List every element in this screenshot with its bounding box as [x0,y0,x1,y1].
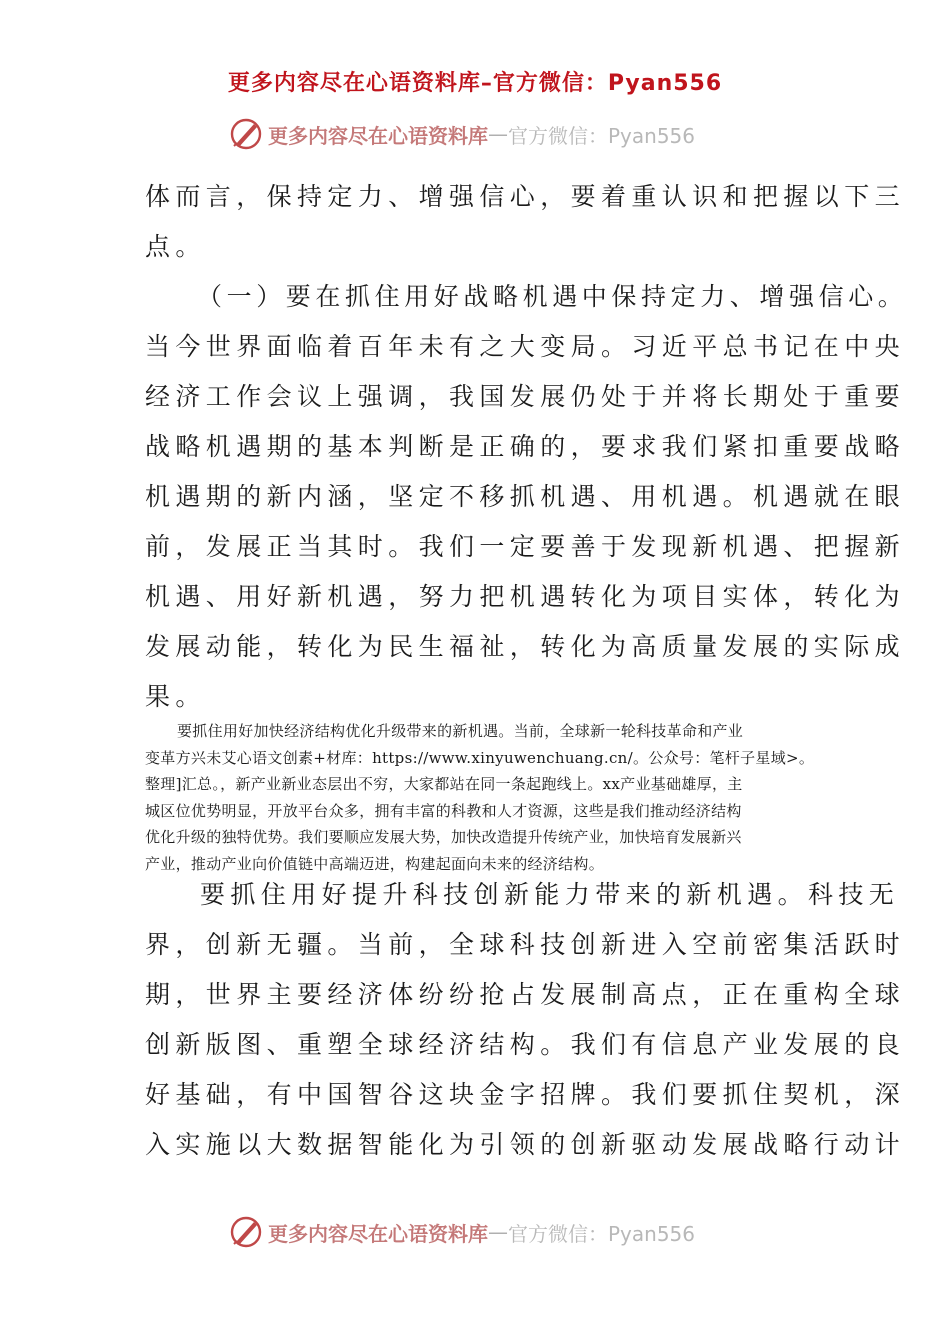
watermark-brand: 更多内容尽在心语资料库 [268,1221,488,1246]
text-line: 界，创新无疆。当前，全球科技创新进入空前密集活跃时 [145,930,906,959]
text-line: 点。 [145,232,206,261]
footer-watermark [228,1214,748,1250]
section-heading [197,272,908,322]
text-line: 要抓住用好加快经济结构优化升级带来的新机遇。当前，全球新一轮科技革命和产业 [177,722,744,740]
text-line: 好基础，有中国智谷这块金字招牌。我们要抓住契机，深 [145,1080,906,1109]
text-line: 要抓住用好提升科技创新能力带来的新机遇。科技无 [200,880,900,909]
watermark-separator: — [488,122,508,146]
text-line: 入实施以大数据智能化为引领的创新驱动发展战略行动计 [145,1130,906,1159]
text-line: 整理]汇总。，新产业新业态层出不穷，大家都站在同一条起跑线上。xx产业基础雄厚，主 [145,775,743,793]
text-line: 变革方兴未艾心语文创素+材库：https://www.xinyuwenchuang.cn/。公众号：笔杆子星域>。 [145,748,815,767]
text-line: 经济工作会议上强调，我国发展仍处于并将长期处于重要 [145,382,906,411]
text-line: 优化升级的独特优势。我们要顺应发展大势，加快改造提升传统产业，加快培育发展新兴 [145,828,742,846]
text-line: 战略机遇期的基本判断是正确的，要求我们紧扣重要战略 [145,432,906,461]
text-line: 当今世界面临着百年未有之大变局。习近平总书记在中央 [145,332,906,361]
text-line: 期，世界主要经济体纷纷抢占发展制高点，正在重构全球 [145,980,906,1009]
text-line: （一）要在抓住用好战略机遇中保持定力、增强信心。 [197,282,908,311]
pen-logo-icon [228,116,264,152]
text-line: 发展动能，转化为民生福祉，转化为高质量发展的实际成 [145,632,906,661]
paragraph-1 [145,172,906,272]
header-watermark [228,116,748,152]
watermark-wechat: 官方微信：Pyan556 [508,1221,696,1246]
text-line: 体而言，保持定力、增强信心，要着重认识和把握以下三 [145,182,906,211]
text-line: 城区位优势明显，开放平台众多，拥有丰富的科教和人才资源，这些是我们推动经济结构 [145,801,742,820]
top-banner: 更多内容尽在心语资料库–官方微信：Pyan556 [227,71,723,96]
text-line: 机遇期的新内涵，坚定不移抓机遇、用机遇。机遇就在眼 [145,482,906,511]
paragraph-5 [145,870,906,1170]
paragraph-4-small [145,718,825,877]
pen-logo-icon [228,1214,264,1250]
text-line: 创新版图、重塑全球经济结构。我们有信息产业发展的良 [145,1030,906,1059]
text-line: 产业，推动产业向价值链中高端迈进，构建起面向未来的经济结构。 [145,854,605,873]
watermark-wechat: 官方微信：Pyan556 [508,123,696,148]
watermark-brand: 更多内容尽在心语资料库 [268,123,488,148]
text-line: 机遇、用好新机遇，努力把机遇转化为项目实体，转化为 [145,582,906,611]
text-line: 前，发展正当其时。我们一定要善于发现新机遇、把握新 [145,532,906,561]
text-line: 果。 [145,682,206,711]
paragraph-3 [145,322,906,722]
watermark-separator: — [488,1220,508,1244]
